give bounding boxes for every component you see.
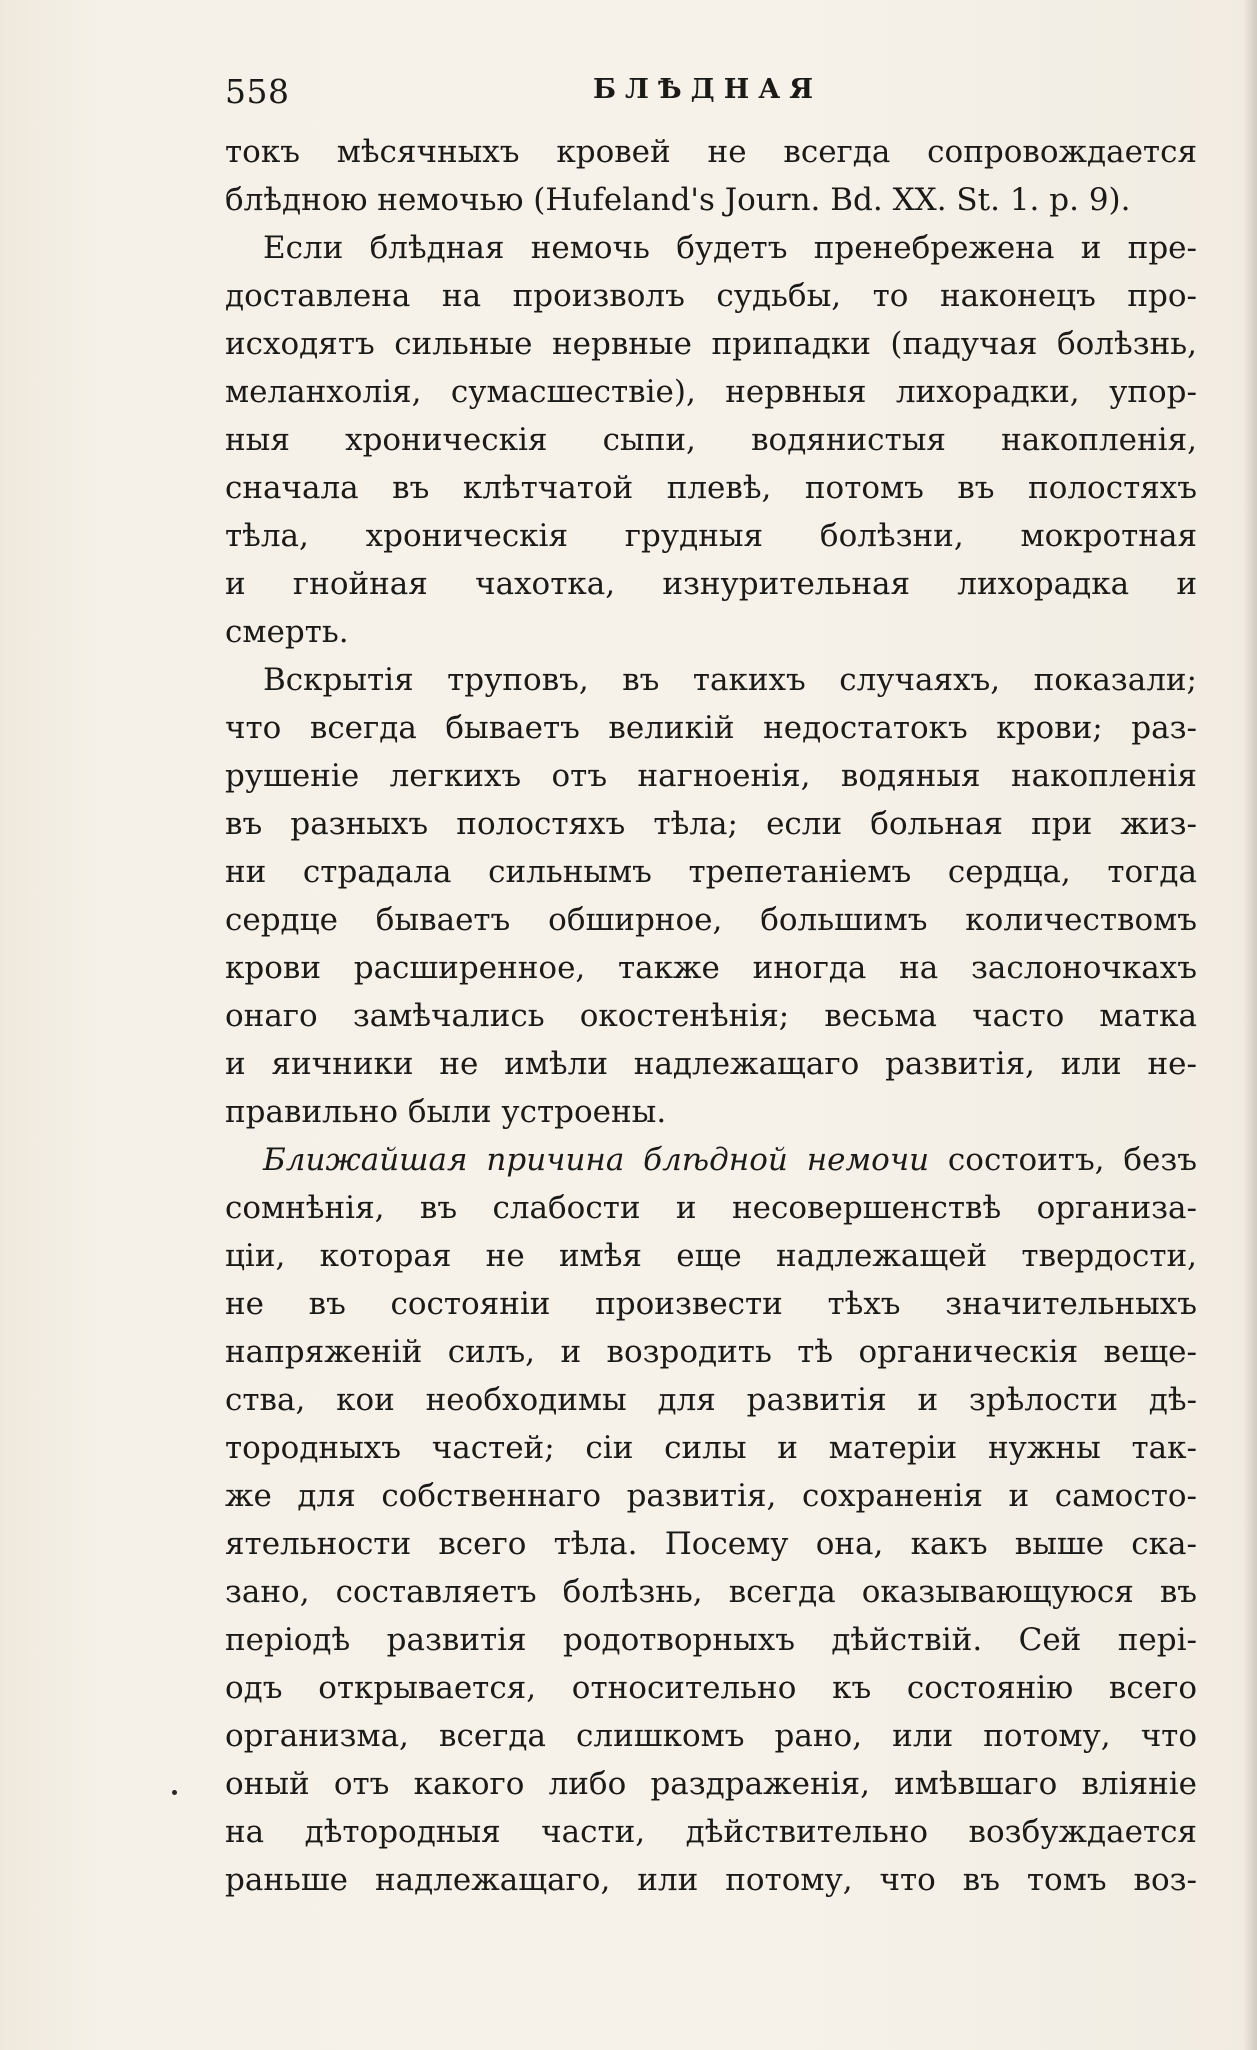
- text-line: меланхолія, сумасшествіе), нервныя лихорадки, упор-: [225, 374, 1197, 410]
- text-line: оный отъ какого либо раздраженія, имѣвшаго вліяніе: [225, 1766, 1197, 1802]
- text-line: и яичники не имѣли надлежащаго развитія, или не-: [225, 1046, 1197, 1082]
- text-line: сначала въ клѣтчатой плевѣ, потомъ въ полостяхъ: [225, 470, 1197, 506]
- text-line: тѣла, хроническія грудныя болѣзни, мокротная: [225, 518, 1197, 554]
- page-number: 558: [225, 72, 290, 111]
- text-line: [225, 1136, 1197, 1184]
- ink-speck: [172, 1790, 177, 1795]
- text-line: Если блѣдная немочь будетъ пренебрежена и пре-: [263, 230, 1197, 266]
- text-line: блѣдною немочью (Hufeland's Journ. Bd. XX. St. 1. p. 9).: [225, 182, 1131, 218]
- text-line: сомнѣнія, въ слабости и несовершенствѣ организа-: [225, 1190, 1197, 1226]
- text-line: ства, кои необходимы для развитія и зрѣлости дѣ-: [225, 1382, 1197, 1418]
- text-line: напряженій силъ, и возродить тѣ органическія веще-: [225, 1334, 1197, 1370]
- paragraph: [225, 1136, 1197, 1904]
- text-line: на дѣтородныя части, дѣйствительно возбуждается: [225, 1814, 1197, 1850]
- running-title: БЛѢДНАЯ: [592, 74, 823, 105]
- text-line: же для собственнаго развитія, сохраненія и самосто-: [225, 1478, 1197, 1514]
- paragraph: [225, 656, 1197, 1136]
- text-line: Вскрытія труповъ, въ такихъ случаяхъ, показали;: [263, 662, 1197, 698]
- text-line: тородныхъ частей; сіи силы и матеріи нужны так-: [225, 1430, 1197, 1466]
- text-fragment: состоитъ, безъ: [929, 1142, 1198, 1178]
- text-line: рушеніе легкихъ отъ нагноенія, водяныя накопленія: [225, 758, 1197, 794]
- text-line: ныя хроническія сыпи, водянистыя накопленія,: [225, 422, 1197, 458]
- binding-shadow: [1243, 0, 1257, 2050]
- text-line: что всегда бываетъ великій недостатокъ крови; раз-: [225, 710, 1197, 746]
- text-line: раньше надлежащаго, или потому, что въ томъ воз-: [225, 1862, 1197, 1898]
- text-line: крови расширенное, также иногда на заслоночкахъ: [225, 950, 1197, 986]
- text-line: исходятъ сильные нервные припадки (падучая болѣзнь,: [225, 326, 1197, 362]
- text-line: онаго замѣчались окостенѣнія; весьма часто матка: [225, 998, 1197, 1034]
- text-line: зано, составляетъ болѣзнь, всегда оказывающуюся въ: [225, 1574, 1197, 1610]
- body-text: [225, 128, 1197, 1904]
- paragraph: [225, 128, 1197, 224]
- text-line: ціи, которая не имѣя еще надлежащей твердости,: [225, 1238, 1197, 1274]
- text-line: смерть.: [225, 614, 349, 650]
- paragraph: [225, 224, 1197, 656]
- text-line: ятельности всего тѣла. Посему она, какъ выше ска-: [225, 1526, 1197, 1562]
- page-header: [225, 72, 1190, 122]
- text-line: въ разныхъ полостяхъ тѣла; если больная при жиз-: [225, 806, 1197, 842]
- text-line: и гнойная чахотка, изнурительная лихорадка и: [225, 566, 1197, 602]
- text-line: доставлена на произволъ судьбы, то наконецъ про-: [225, 278, 1197, 314]
- text-line: токъ мѣсячныхъ кровей не всегда сопровождается: [225, 134, 1197, 170]
- text-line: періодѣ развитія родотворныхъ дѣйствій. Сей пері-: [225, 1622, 1197, 1658]
- text-line: правильно были устроены.: [225, 1094, 667, 1130]
- text-line: организма, всегда слишкомъ рано, или потому, что: [225, 1718, 1197, 1754]
- text-line: ни страдала сильнымъ трепетаніемъ сердца, тогда: [225, 854, 1197, 890]
- text-line: сердце бываетъ обширное, большимъ количествомъ: [225, 902, 1197, 938]
- text-line: не въ состояніи произвести тѣхъ значительныхъ: [225, 1286, 1197, 1322]
- text-line: одъ открывается, относительно къ состоянію всего: [225, 1670, 1197, 1706]
- italic-term: Ближайшая причина блѣдной немочи: [263, 1142, 930, 1178]
